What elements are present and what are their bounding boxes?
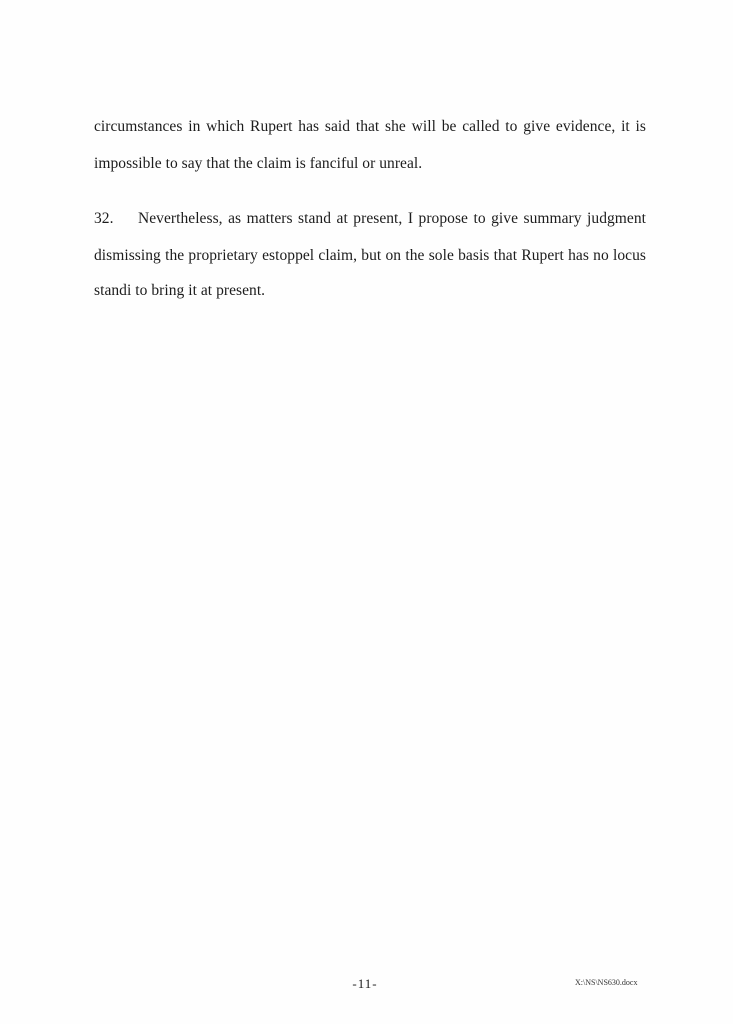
paragraph-31-line-1: circumstances in which Rupert has said that she will be called to give evidence, it is bbox=[94, 118, 646, 135]
paragraph-31-line-2: impossible to say that the claim is fanciful or unreal. bbox=[94, 155, 423, 172]
file-reference: X:\NS\NS630.docx bbox=[575, 978, 638, 987]
paragraph-32-line-3: standi to bring it at present. bbox=[94, 282, 266, 299]
paragraph-32-line-2: dismissing the proprietary estoppel claim, but on the sole basis that Rupert has no locus bbox=[94, 247, 646, 264]
paragraph-32-line-1 bbox=[94, 210, 646, 228]
page-number: -11- bbox=[352, 976, 378, 991]
paragraph-number: 32. bbox=[94, 210, 114, 227]
paragraph-32-first-line-text: Nevertheless, as matters stand at present, I propose to give summary judgment bbox=[138, 210, 646, 227]
